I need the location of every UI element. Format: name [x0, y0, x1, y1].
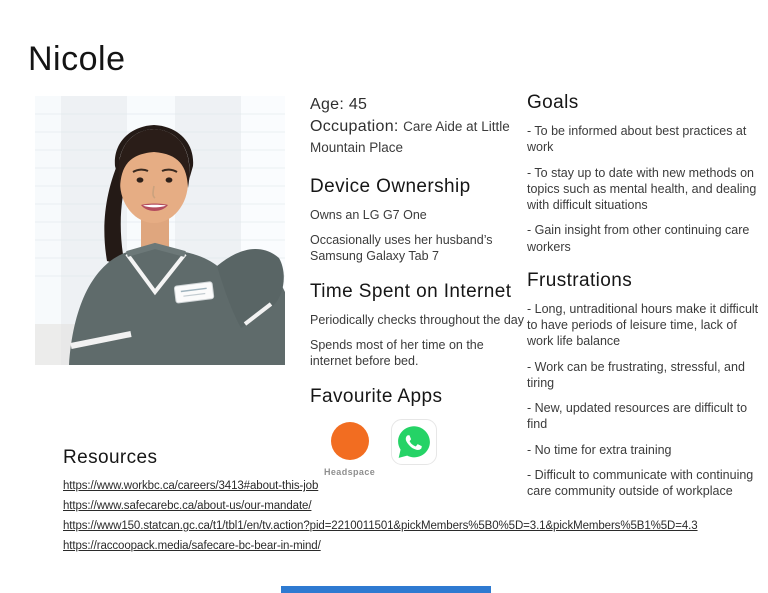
goal-item: - Gain insight from other continuing care workers: [527, 223, 750, 254]
frustration-item: - No time for extra training: [527, 442, 672, 457]
frustrations-heading: Frustrations: [527, 269, 633, 291]
occupation-label: Occupation:: [310, 118, 399, 135]
resource-link-item: [63, 476, 755, 494]
frustration-item: - Long, untraditional hours make it difficult to have periods of leisure time, lack of work life balance: [527, 301, 759, 349]
device-ownership-text: Owns an LG G7 One: [310, 207, 427, 222]
persona-name: Nicole: [28, 40, 126, 78]
resources-heading: Resources: [63, 447, 158, 468]
time-spent-text: Spends most of her time on the internet before bed.: [310, 337, 484, 368]
resource-link-item: [63, 536, 755, 554]
resource-link-item: [63, 516, 755, 534]
age-line: [310, 96, 524, 114]
occupation-line: [310, 117, 524, 159]
resources-section: [63, 447, 755, 556]
device-ownership-heading: Device Ownership: [310, 175, 471, 197]
age-label: Age: 45: [310, 96, 368, 113]
goals-heading: Goals: [527, 92, 579, 113]
footer-accent-bar: [281, 586, 491, 593]
time-spent-text: Periodically checks throughout the day: [310, 312, 525, 327]
device-ownership-text: Occasionally uses her husband’s Samsung Galaxy Tab 7: [310, 232, 493, 263]
occupation-value: Care Aide at Little Mountain Place: [310, 119, 510, 155]
resource-link[interactable]: https://www.workbc.ca/careers/3413#about-this-job: [63, 480, 319, 492]
time-spent-heading: Time Spent on Internet: [310, 280, 512, 302]
persona-photo: [35, 96, 285, 365]
resource-link[interactable]: https://raccoopack.media/safecare-bc-bear-in-mind/: [63, 540, 321, 552]
persona-photo-illustration: [35, 96, 285, 365]
resource-links: [63, 476, 755, 554]
frustration-item: - New, updated resources are difficult to find: [527, 401, 748, 432]
goals-frustrations-column: [527, 92, 763, 499]
headspace-label: Headspace: [324, 466, 376, 477]
goal-item: - To stay up to date with new methods on topics such as mental health, and dealing with difficult situations: [527, 165, 757, 212]
resource-link[interactable]: https://www.safecarebc.ca/about-us/our-mandate/: [63, 500, 312, 512]
goal-item: - To be informed about best practices at work: [527, 124, 747, 155]
profile-column: [310, 96, 524, 477]
frustration-item: - Difficult to communicate with continuing care community outside of workplace: [527, 467, 754, 498]
resource-link[interactable]: https://www150.statcan.gc.ca/t1/tbl1/en/tv.action?pid=2210011501&pickMembers%5B0%5D=3.1&pickMembers%5B1%5D=4.3: [63, 520, 698, 532]
favourite-apps-heading: Favourite Apps: [310, 385, 443, 407]
resource-link-item: [63, 496, 755, 514]
frustration-item: - Work can be frustrating, stressful, and tiring: [527, 359, 745, 390]
